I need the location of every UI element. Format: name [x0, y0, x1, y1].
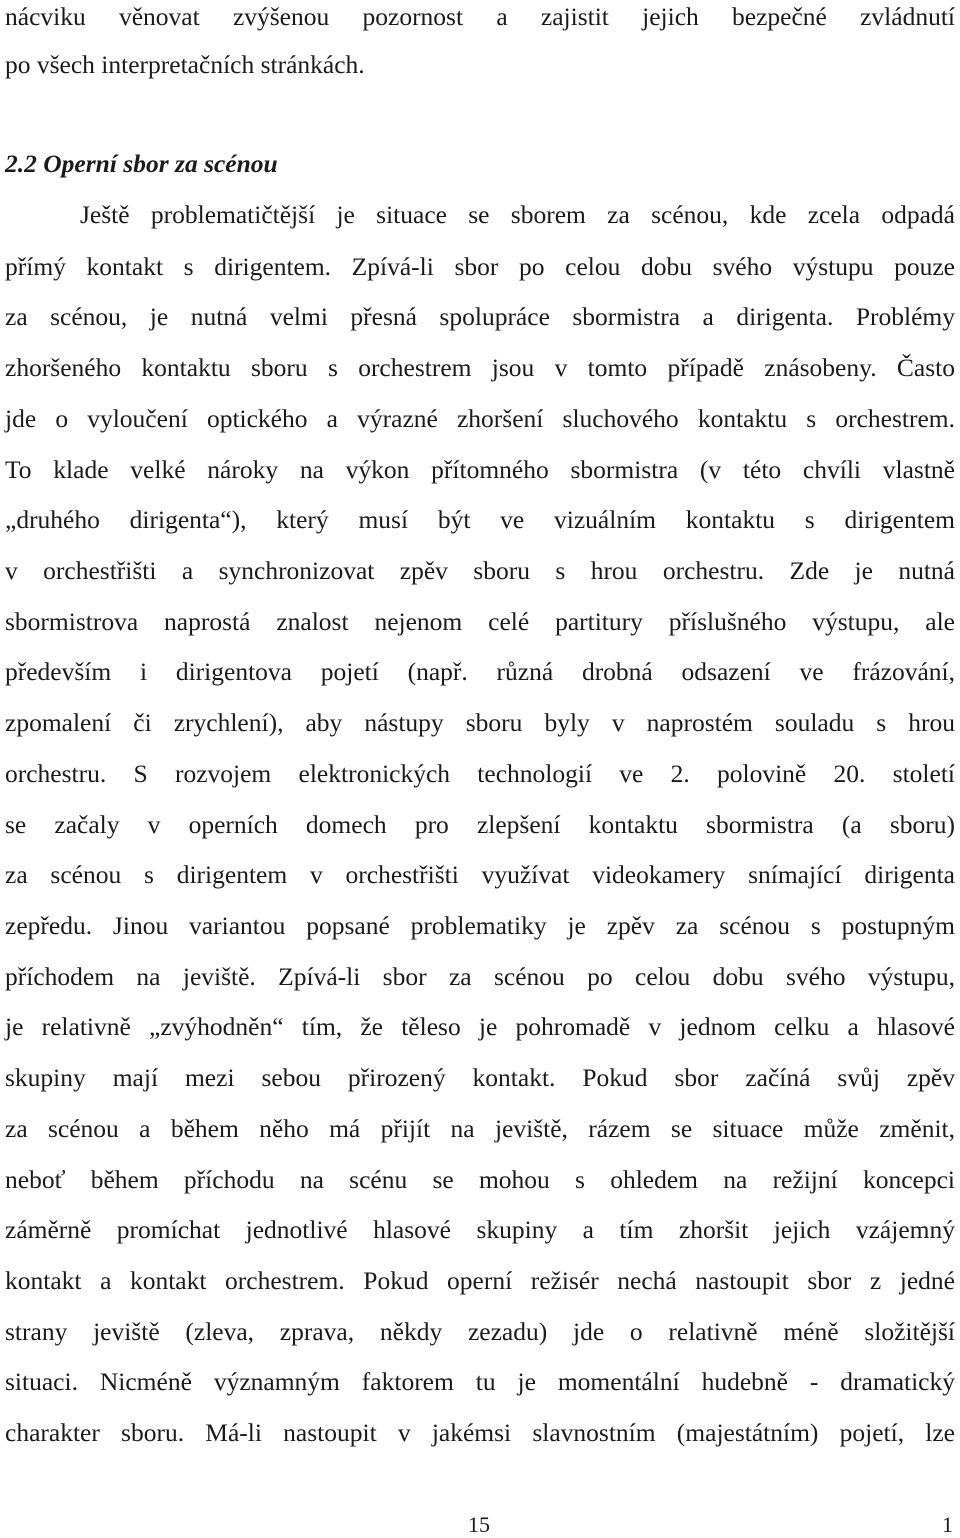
page-number: 15	[468, 1512, 490, 1537]
text-line: „druhého dirigenta“), který musí být ve vizuálním kontaktu s dirigentem	[5, 505, 955, 534]
section-heading: 2.2 Operní sbor za scénou	[5, 149, 278, 178]
text-line: za scénou s dirigentem v orchestřišti využívat videokamery snímající dirigenta	[5, 860, 955, 889]
text-line: strany jeviště (zleva, zprava, někdy zezadu) jde o relativně méně složitější	[5, 1317, 955, 1346]
text-line: kontakt a kontakt orchestrem. Pokud operní režisér nechá nastoupit sbor z jedné	[5, 1266, 955, 1295]
text-line: zhoršeného kontaktu sboru s orchestrem jsou v tomto případě znásobeny. Často	[5, 353, 955, 382]
text-line: zpomalení či zrychlení), aby nástupy sboru byly v naprostém souladu s hrou	[5, 708, 955, 737]
text-line: sbormistrova naprostá znalost nejenom celé partitury příslušného výstupu, ale	[5, 607, 955, 636]
text-line: za scénou, je nutná velmi přesná spolupráce sbormistra a dirigenta. Problémy	[5, 302, 955, 331]
text-line: v orchestřišti a synchronizovat zpěv sboru s hrou orchestru. Zde je nutná	[5, 556, 955, 585]
corner-number: 1	[942, 1512, 953, 1537]
text-line: orchestru. S rozvojem elektronických technologií ve 2. polovině 20. století	[5, 759, 955, 788]
text-line: záměrně promíchat jednotlivé hlasové skupiny a tím zhoršit jejich vzájemný	[5, 1215, 955, 1244]
text-line: charakter sboru. Má-li nastoupit v jakémsi slavnostním (majestátním) pojetí, lze	[5, 1418, 955, 1447]
text-line: jde o vyloučení optického a výrazné zhoršení sluchového kontaktu s orchestrem.	[5, 404, 955, 433]
text-line: především i dirigentova pojetí (např. různá drobná odsazení ve frázování,	[5, 657, 955, 686]
text-line: neboť během příchodu na scénu se mohou s ohledem na režijní koncepci	[5, 1165, 955, 1194]
text-line: skupiny mají mezi sebou přirozený kontakt. Pokud sbor začíná svůj zpěv	[5, 1063, 955, 1092]
text-line: je relativně „zvýhodněn“ tím, že těleso je pohromadě v jednom celku a hlasové	[5, 1012, 955, 1041]
text-line: To klade velké nároky na výkon přítomného sbormistra (v této chvíli vlastně	[5, 455, 955, 484]
text-line: zepředu. Jinou variantou popsané problematiky je zpěv za scénou s postupným	[5, 911, 955, 940]
text-line: Ještě problematičtější je situace se sborem za scénou, kde zcela odpadá	[80, 200, 955, 229]
text-line: za scénou a během něho má přijít na jeviště, rázem se situace může změnit,	[5, 1114, 955, 1143]
text-line: příchodem na jeviště. Zpívá-li sbor za scénou po celou dobu svého výstupu,	[5, 962, 955, 991]
text-line: se začaly v operních domech pro zlepšení kontaktu sbormistra (a sboru)	[5, 810, 955, 839]
text-line: situaci. Nicméně významným faktorem tu je momentální hudebně - dramatický	[5, 1367, 955, 1396]
text-line: po všech interpretačních stránkách.	[5, 50, 365, 79]
text-line: přímý kontakt s dirigentem. Zpívá-li sbor po celou dobu svého výstupu pouze	[5, 252, 955, 281]
text-line: nácviku věnovat zvýšenou pozornost a zajistit jejich bezpečné zvládnutí	[5, 2, 955, 31]
